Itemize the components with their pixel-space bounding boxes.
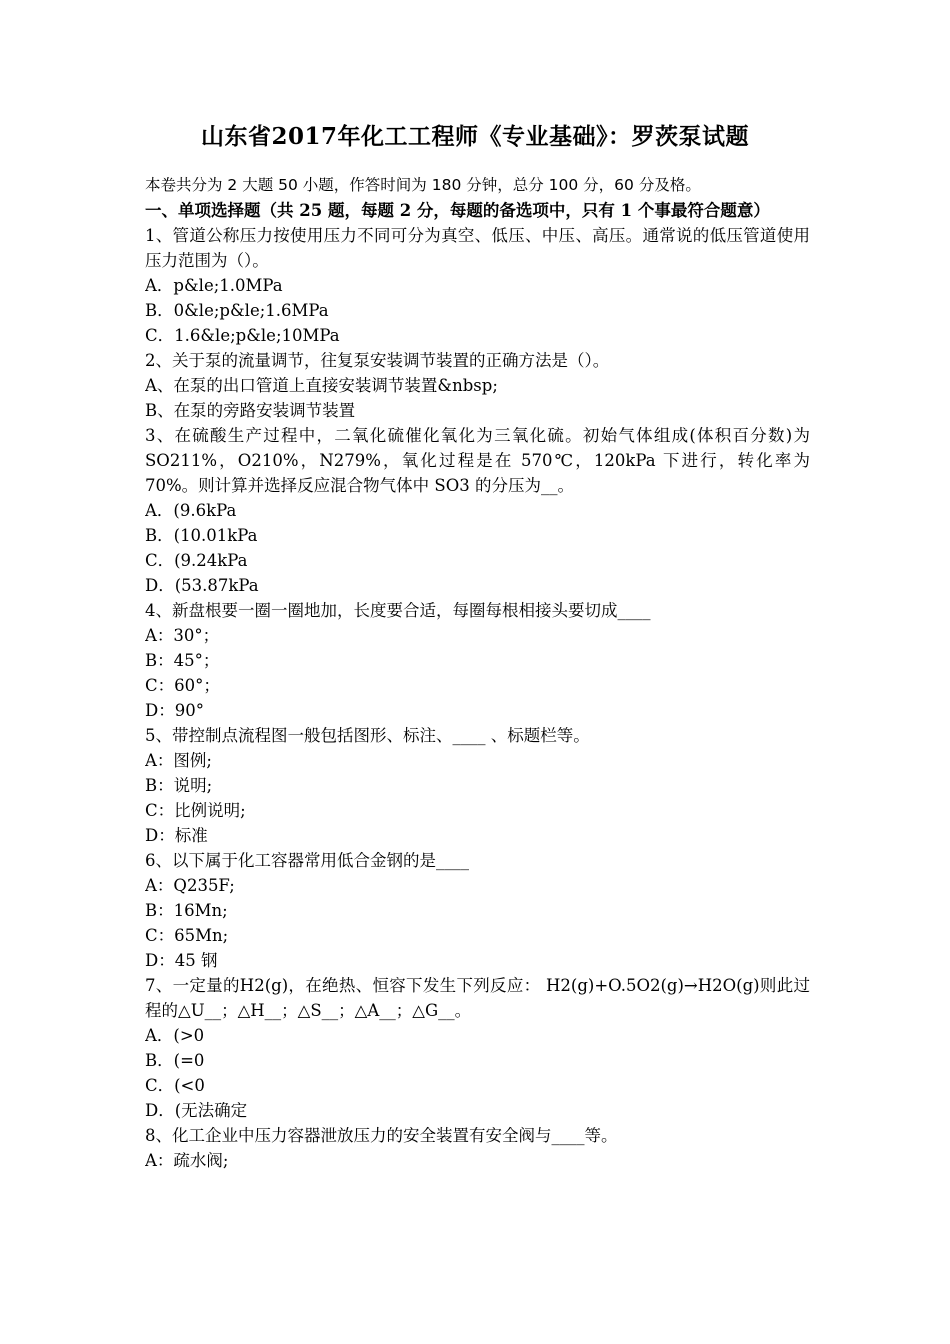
question-4-stem: 4、新盘根要一圈一圈地加，长度要合适，每圈每根相接头要切成____ xyxy=(145,601,651,620)
question-3-option-d: D．(53.87kPa xyxy=(145,576,259,595)
question-1-option-c: C．1.6&le;p&le;10MPa xyxy=(145,326,340,345)
question-8-option-a: A：疏水阀; xyxy=(145,1151,229,1170)
question-5-option-c: C：比例说明; xyxy=(145,801,246,820)
question-5-option-b: B：说明; xyxy=(145,776,213,795)
document-body xyxy=(145,173,810,1173)
question-6-option-b: B：16Mn; xyxy=(145,901,228,920)
question-3-stem: 3、在硫酸生产过程中，二氧化硫催化氧化为三氧化硫。初始气体组成(体积百分数)为 SO211%，O210%，N279%，氧化过程是在 570℃，120kPa 下进行，转化率为 70%。则计算并选择反应混合物气体中 SO3 的分压为__。 xyxy=(145,426,810,495)
question-2-option-b: B、在泵的旁路安装调节装置 xyxy=(145,401,356,420)
question-2-stem: 2、关于泵的流量调节，往复泵安装调节装置的正确方法是（）。 xyxy=(145,351,610,370)
question-5-option-d: D：标准 xyxy=(145,826,208,845)
question-7-stem: 7、一定量的H2(g)，在绝热、恒容下发生下列反应： H2(g)+O.5O2(g)→H2O(g)则此过程的△U__；△H__；△S__；△A__；△G__。 xyxy=(145,976,810,1020)
question-3-option-b: B．(10.01kPa xyxy=(145,526,258,545)
question-6-option-c: C：65Mn; xyxy=(145,926,229,945)
question-3-option-a: A．(9.6kPa xyxy=(145,501,237,520)
question-4-option-a: A：30°； xyxy=(145,626,220,645)
question-2-option-a: A、在泵的出口管道上直接安装调节装置&nbsp; xyxy=(145,376,498,395)
question-1-option-b: B．0&le;p&le;1.6MPa xyxy=(145,301,329,320)
question-7-option-c: C．(<0 xyxy=(145,1076,205,1095)
exam-intro: 本卷共分为 2 大题 50 小题，作答时间为 180 分钟，总分 100 分，60 分及格。 xyxy=(145,176,701,194)
question-7-option-a: A．(>0 xyxy=(145,1026,205,1045)
question-3-option-c: C．(9.24kPa xyxy=(145,551,248,570)
question-1-stem: 1、管道公称压力按使用压力不同可分为真空、低压、中压、高压。通常说的低压管道使用压力范围为（）。 xyxy=(145,226,810,270)
section-heading: 一、单项选择题（共 25 题，每题 2 分，每题的备选项中，只有 1 个事最符合题意） xyxy=(145,201,770,220)
question-6-option-d: D：45 钢 xyxy=(145,951,218,970)
question-4-option-c: C：60°； xyxy=(145,676,220,695)
question-7-option-b: B．(=0 xyxy=(145,1051,205,1070)
question-8-stem: 8、化工企业中压力容器泄放压力的安全装置有安全阀与____等。 xyxy=(145,1126,618,1145)
question-4-option-d: D：90° xyxy=(145,701,204,720)
question-5-option-a: A：图例; xyxy=(145,751,212,770)
question-1-option-a: A．p&le;1.0MPa xyxy=(145,276,283,295)
document-title: 山东省2017年化工工程师《专业基础》：罗茨泵试题 xyxy=(200,123,749,150)
question-5-stem: 5、带控制点流程图一般包括图形、标注、____ 、标题栏等。 xyxy=(145,726,590,745)
question-4-option-b: B：45°； xyxy=(145,651,220,670)
question-6-option-a: A：Q235F; xyxy=(145,876,235,895)
question-7-option-d: D．(无法确定 xyxy=(145,1101,248,1120)
question-6-stem: 6、以下属于化工容器常用低合金钢的是____ xyxy=(145,851,469,870)
